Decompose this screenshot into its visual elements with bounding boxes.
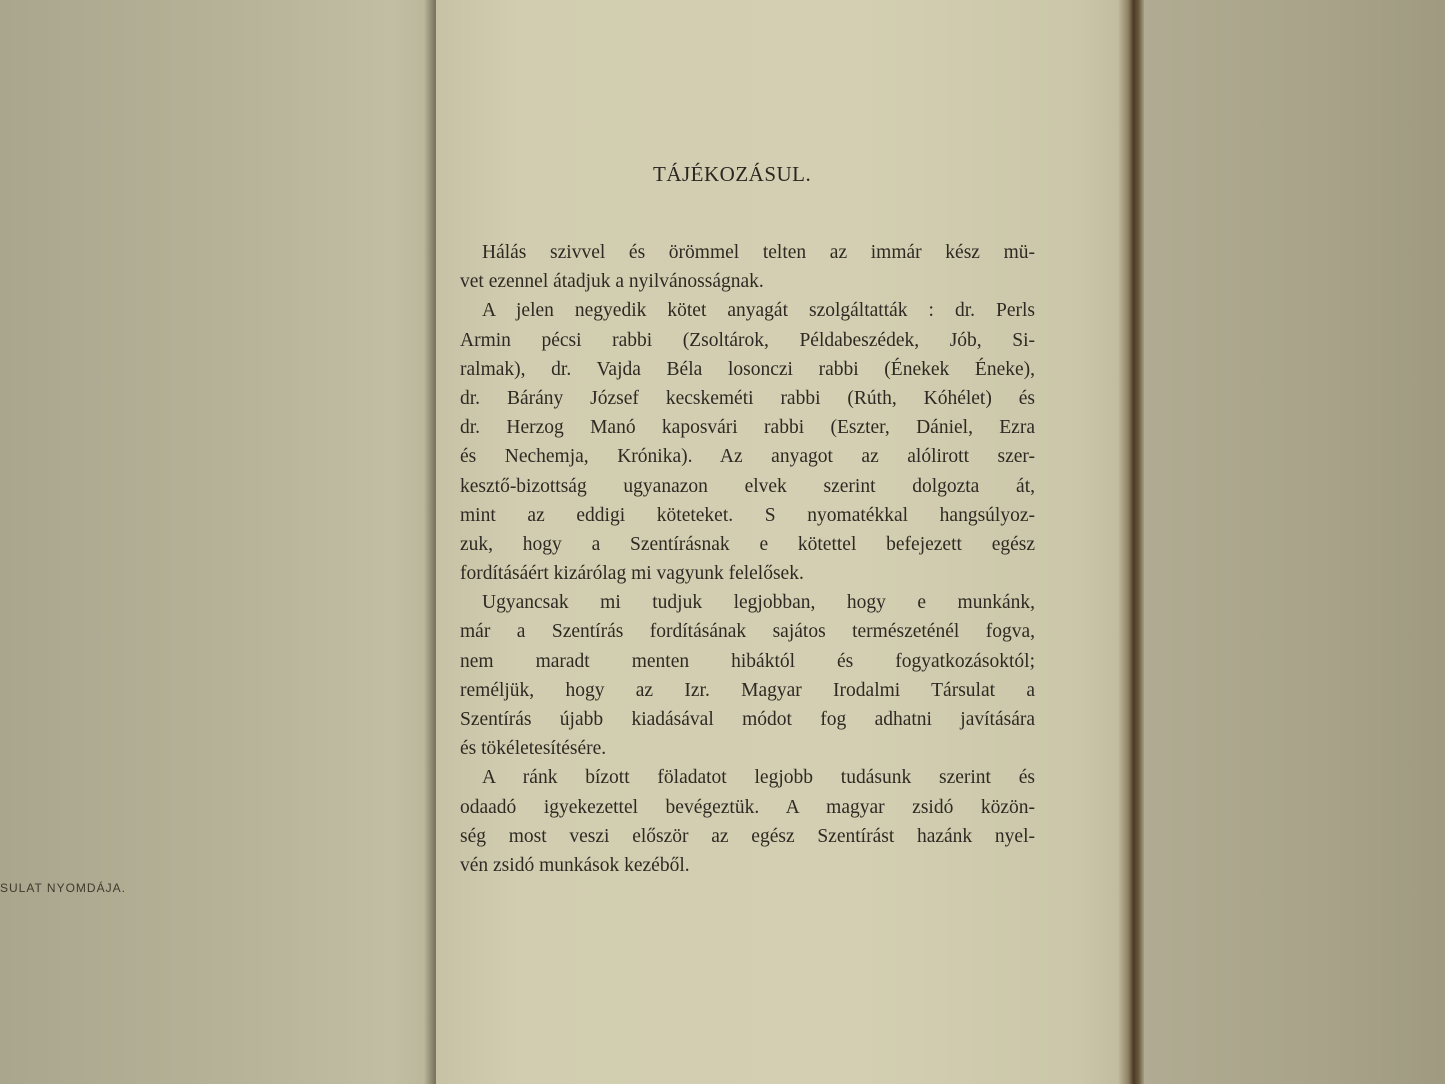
text-line: ralmak), dr. Vajda Béla losonczi rabbi (Énekek Éneke), [460,358,1035,380]
text-line: A ránk bízott föladatot legjobb tudásunk szerint és [482,767,1035,789]
page-title: TÁJÉKOZÁSUL. [653,162,812,186]
text-line: odaadó igyekezettel bevégeztük. A magyar zsidó közön- [460,796,1035,818]
text-line: Armin pécsi rabbi (Zsoltárok, Példabeszédek, Jób, Si- [460,329,1035,351]
table-surface [1140,0,1445,1084]
page-edge [1118,0,1144,1084]
text-line: dr. Bárány József kecskeméti rabbi (Rúth, Kóhélet) és [460,387,1035,409]
text-line: vén zsidó munkások kezéből. [460,854,690,876]
text-line: ség most veszi először az egész Szentírást hazánk nyel- [460,825,1035,847]
printer-imprint: SULAT NYOMDÁJA. [0,881,126,895]
body-text [460,238,1035,880]
text-line: dr. Herzog Manó kaposvári rabbi (Eszter, Dániel, Ezra [460,417,1035,439]
text-line: és tökéletesítésére. [460,738,607,760]
text-line: reméljük, hogy az Izr. Magyar Irodalmi Társulat a [460,679,1035,701]
left-page [0,0,436,1084]
text-line: nem maradt menten hibáktól és fogyatkozásoktól; [460,650,1035,672]
text-line: kesztő-bizottság ugyanazon elvek szerint dolgozta át, [460,475,1035,497]
text-line: mint az eddigi köteteket. S nyomatékkal hangsúlyoz- [460,504,1035,526]
text-line: fordításáért kizárólag mi vagyunk felelősek. [460,563,804,585]
text-line: Ugyancsak mi tudjuk legjobban, hogy e munkánk, [482,592,1035,614]
text-line: Hálás szivvel és örömmel telten az immár kész mü- [482,242,1035,263]
text-line: A jelen negyedik kötet anyagát szolgáltatták : dr. Perls [482,300,1035,322]
text-line: és Nechemja, Krónika). Az anyagot az alólirott szer- [460,446,1035,468]
text-line: Szentírás újabb kiadásával módot fog adhatni javítására [460,709,1035,730]
text-line: már a Szentírás fordításának sajátos természeténél fogva, [460,621,1035,643]
text-line: vet ezennel átadjuk a nyilvánosságnak. [460,271,764,293]
text-line: zuk, hogy a Szentírásnak e kötettel befejezett egész [460,533,1035,555]
